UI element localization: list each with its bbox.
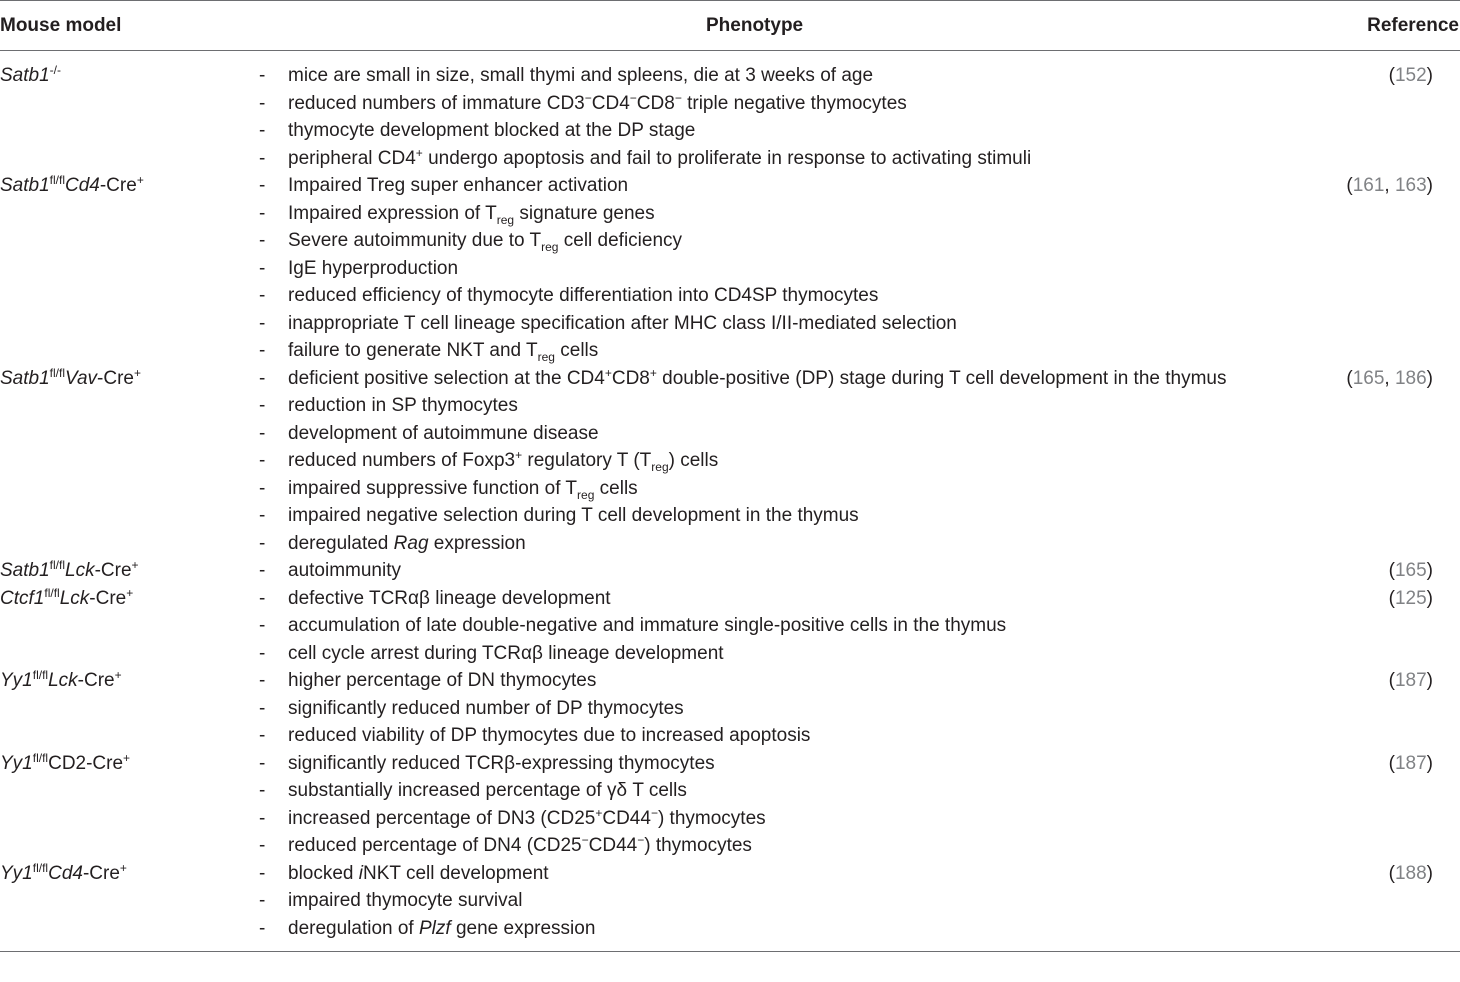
text-segment: substantially increased percentage of γδ T cells [288,780,687,801]
table-row [0,282,1460,310]
text-segment: reduced numbers of immature CD3 [288,92,585,114]
text-segment: expression [428,532,526,554]
phenotype-cell [288,447,718,475]
phenotype-cell [288,337,598,365]
text-segment: Yy1 [0,670,33,691]
text-segment: ) [1426,670,1433,691]
text-segment: + [415,145,423,160]
text-segment: − [629,90,637,105]
table-row [0,722,1460,750]
phenotype-cell [288,310,957,338]
text-segment: ) thymocytes [644,835,752,856]
phenotype-cell [288,722,810,750]
phenotype-cell [288,777,687,805]
bullet-dash: - [259,560,266,581]
text-segment: Rag [393,532,429,554]
text-segment: higher percentage of DN thymocytes [288,670,597,691]
reference-link[interactable]: 165 [1394,560,1427,581]
mouse-model-cell [0,750,130,778]
text-segment: , [1384,175,1395,196]
phenotype-cell [288,392,518,420]
text-segment: fl/fl [49,558,65,572]
bullet-dash: - [259,202,266,224]
text-segment: IgE hyperproduction [288,257,459,279]
text-segment: -Cre [82,862,120,884]
phenotype-cell [288,612,1006,640]
bullet-dash: - [259,395,266,416]
mouse-model-cell [0,667,122,695]
phenotype-cell [288,750,715,778]
bullet-dash: - [259,340,266,361]
reference-link[interactable]: 187 [1394,752,1427,774]
bullet-dash: - [259,532,266,554]
table-row [0,667,1460,695]
text-segment: + [123,750,131,765]
bullet-dash: - [259,65,266,86]
text-segment: Impaired expression of T [288,202,497,224]
text-segment: -Cre [89,587,127,609]
table-row [0,832,1460,860]
table-row [0,200,1460,228]
phenotype-cell [288,695,684,723]
bullet-dash: - [259,285,266,306]
reference-link[interactable]: 188 [1394,862,1427,884]
bottom-rule [0,951,1460,952]
bullet-dash: - [259,257,266,279]
text-segment: + [604,365,612,380]
mouse-model-cell [0,860,127,888]
text-segment: deregulation of [288,917,419,939]
reference-cell [1389,667,1433,695]
text-segment: CD2-Cre [48,752,124,774]
text-segment: impaired negative selection during T cell development in the thymus [288,505,859,526]
table-row [0,585,1460,613]
text-segment: mice are small in size, small thymi and spleens, die at 3 weeks of age [288,65,874,86]
text-segment: + [595,805,603,820]
text-segment: CD44 [602,807,651,829]
header-mouse-model: Mouse model [0,15,122,36]
text-segment: reg [541,240,559,254]
text-segment: + [515,448,523,462]
bullet-dash: - [259,230,266,251]
phenotype-cell [288,200,655,228]
text-segment: ( [1388,670,1395,691]
phenotype-cell [288,117,695,145]
table-row [0,640,1460,668]
phenotype-cell [288,282,878,310]
text-segment: accumulation of late double-negative and immature single-positive cells in the thymus [288,615,1007,636]
text-segment: Vav [65,367,98,389]
table-row [0,227,1460,255]
reference-link[interactable]: 163 [1394,175,1427,196]
text-segment: -/- [49,63,61,77]
text-segment: triple negative thymocytes [681,92,907,114]
table-row [0,557,1460,585]
text-segment: blocked [288,862,359,884]
text-segment: -Cre [77,670,115,691]
text-segment: ( [1388,862,1395,884]
text-segment: reg [537,350,555,364]
bullet-dash: - [259,752,266,774]
text-segment: Plzf [419,917,451,939]
text-segment: Yy1 [0,862,33,884]
reference-cell [1389,557,1433,585]
table-row [0,475,1460,503]
text-segment: gene expression [450,917,596,939]
text-segment: − [637,833,645,847]
table-row [0,62,1460,90]
bullet-dash: - [259,835,266,856]
table-row [0,337,1460,365]
header-rule [0,50,1460,51]
text-segment: + [649,365,657,380]
phenotype-cell [288,860,549,888]
text-segment: cells [554,340,599,361]
text-segment: + [114,668,122,682]
reference-link[interactable]: 125 [1394,587,1427,609]
text-segment: ) [1426,862,1433,884]
table-row [0,695,1460,723]
mouse-model-cell [0,365,141,393]
reference-link[interactable]: 187 [1394,670,1427,691]
table-row [0,777,1460,805]
text-segment: , [1384,367,1395,389]
text-segment: ) [1426,65,1433,86]
text-segment: reduction in SP thymocytes [288,395,518,416]
text-segment: ) thymocytes [657,807,766,829]
phenotype-cell [288,227,682,255]
text-segment: ( [1388,65,1395,86]
text-segment: fl/fl [49,173,65,187]
text-segment: − [584,90,592,105]
table-row [0,887,1460,915]
phenotype-cell [288,62,873,90]
bullet-dash: - [259,92,266,114]
reference-link[interactable]: 152 [1394,65,1427,86]
table-row [0,255,1460,283]
bullet-dash: - [259,862,266,884]
text-segment: Lck [59,587,90,609]
table-row [0,420,1460,448]
bullet-dash: - [259,120,266,141]
text-segment: + [136,173,144,187]
text-segment: thymocyte development blocked at the DP stage [288,120,696,141]
top-rule [0,0,1460,1]
text-segment: impaired thymocyte survival [288,890,523,911]
text-segment: ) [1426,367,1433,389]
text-segment: -Cre [99,175,137,196]
text-segment: -Cre [97,367,134,389]
table-row [0,392,1460,420]
text-segment: double-positive (DP) stage during T cell development in the thymus [656,367,1227,389]
text-segment: reg [496,212,515,227]
text-segment: Satb1 [0,560,50,581]
text-segment: reduced percentage of DN4 (CD25 [288,835,582,856]
table-row [0,145,1460,173]
text-segment: ( [1388,560,1395,581]
table-row [0,502,1460,530]
text-segment: + [119,860,127,875]
text-segment: CD8 [636,92,675,114]
bullet-dash: - [259,477,266,499]
text-segment: autoimmunity [288,560,401,581]
reference-link[interactable]: 161 [1352,175,1385,196]
bullet-dash: - [259,175,266,196]
bullet-dash: - [259,780,266,801]
bullet-dash: - [259,890,266,911]
mouse-model-cell [0,62,61,90]
text-segment: CD44 [588,835,638,856]
text-segment: cell cycle arrest during TCRαβ lineage development [288,642,724,664]
text-segment: fl/fl [32,860,49,875]
text-segment: ( [1346,367,1353,389]
bullet-dash: - [259,642,266,664]
text-segment: CD4 [591,92,630,114]
text-segment: Satb1 [0,367,50,389]
mouse-model-cell [0,585,133,613]
bullet-dash: - [259,587,266,609]
text-segment: NKT cell development [363,862,549,884]
text-segment: Satb1 [0,65,50,86]
text-segment: + [134,365,142,380]
text-segment: reg [651,460,669,474]
phenotype-cell [288,475,638,503]
phenotype-cell [288,640,724,668]
phenotype-cell [288,887,522,915]
table-row [0,310,1460,338]
reference-link[interactable]: 165 [1352,367,1385,389]
bullet-dash: - [259,450,266,471]
phenotype-cell [288,915,595,943]
text-segment: significantly reduced number of DP thymocytes [288,697,684,719]
text-segment: ) [1426,560,1433,581]
bullet-dash: - [259,422,266,444]
text-segment: reduced viability of DP thymocytes due to increased apoptosis [288,725,811,746]
table-row [0,365,1460,393]
text-segment: reg [577,487,595,502]
text-segment: -Cre [94,560,132,581]
table-row [0,612,1460,640]
bullet-dash: - [259,312,266,334]
table-row [0,530,1460,558]
phenotype-cell [288,502,859,530]
text-segment: inappropriate T cell lineage specification after MHC class I/II-mediated selection [288,312,957,334]
table-row [0,860,1460,888]
text-segment: + [131,558,139,572]
phenotype-cell [288,365,1227,393]
phenotype-cell [288,805,766,833]
bullet-dash: - [259,670,266,691]
text-segment: cells [594,477,638,499]
bullet-dash: - [259,147,266,169]
mouse-model-cell [0,172,144,200]
reference-link[interactable]: 186 [1394,367,1427,389]
table-row [0,447,1460,475]
text-segment: significantly reduced TCRβ-expressing thymocytes [288,752,715,774]
phenotype-cell [288,172,628,200]
text-segment: undergo apoptosis and fail to proliferate in response to activating stimuli [422,147,1032,169]
table-row [0,915,1460,943]
table-row [0,117,1460,145]
text-segment: increased percentage of DN3 (CD25 [288,807,596,829]
text-segment: development of autoimmune disease [288,422,599,444]
header-reference: Reference [1367,15,1459,36]
text-segment: fl/fl [44,585,60,600]
bullet-dash: - [259,615,266,636]
text-segment: cell deficiency [558,230,683,251]
text-segment: ( [1388,752,1395,774]
text-segment: deficient positive selection at the CD4 [288,367,605,389]
phenotype-cell [288,667,596,695]
table-row [0,90,1460,118]
phenotype-cell [288,585,611,613]
mouse-model-cell [0,557,139,585]
text-segment: + [126,585,134,600]
bullet-dash: - [259,807,266,829]
text-segment: − [581,833,589,847]
phenotype-cell [288,255,458,283]
text-segment: CD8 [611,367,650,389]
text-segment: peripheral CD4 [288,147,416,169]
text-segment: Yy1 [0,752,33,774]
text-segment: Ctcf1 [0,587,45,609]
text-segment: fl/fl [32,668,49,682]
reference-cell [1389,860,1433,888]
bullet-dash: - [259,505,266,526]
reference-cell [1389,585,1433,613]
table-row [0,172,1460,200]
text-segment: Lck [48,670,78,691]
phenotype-cell [288,832,752,860]
text-segment: failure to generate NKT and T [288,340,538,361]
text-segment: reduced numbers of Foxp3 [288,450,516,471]
text-segment: Satb1 [0,175,50,196]
phenotype-cell [288,530,526,558]
reference-cell [1346,365,1433,393]
text-segment: defective TCRαβ lineage development [288,587,611,609]
text-segment: − [674,90,682,105]
header-phenotype: Phenotype [706,15,804,36]
text-segment: ( [1346,175,1353,196]
reference-cell [1346,172,1433,200]
text-segment: ) [1426,587,1433,609]
phenotype-cell [288,420,599,448]
text-segment: ) [1426,175,1433,196]
phenotype-cell [288,557,401,585]
text-segment: deregulated [288,532,394,554]
bullet-dash: - [259,725,266,746]
table-row [0,805,1460,833]
text-segment: ( [1388,587,1395,609]
text-segment: − [650,805,658,820]
text-segment: fl/fl [32,750,49,765]
text-segment: reduced efficiency of thymocyte differentiation into CD4SP thymocytes [288,285,879,306]
text-segment: regulatory T (T [522,450,652,471]
text-segment: Cd4 [65,175,100,196]
text-segment: Lck [65,560,95,581]
reference-cell [1389,62,1433,90]
phenotype-cell [288,145,1031,173]
text-segment: Severe autoimmunity due to T [288,230,542,251]
bullet-dash: - [259,367,266,389]
text-segment: signature genes [514,202,655,224]
reference-cell [1389,750,1433,778]
text-segment: Impaired Treg super enhancer activation [288,175,629,196]
bullet-dash: - [259,697,266,719]
text-segment: Cd4 [48,862,83,884]
text-segment: impaired suppressive function of T [288,477,578,499]
text-segment: fl/fl [49,365,65,380]
table-row [0,750,1460,778]
text-segment: ) [1426,752,1433,774]
bullet-dash: - [259,917,266,939]
phenotype-cell [288,90,907,118]
text-segment: i [358,862,364,884]
text-segment: ) cells [668,450,719,471]
